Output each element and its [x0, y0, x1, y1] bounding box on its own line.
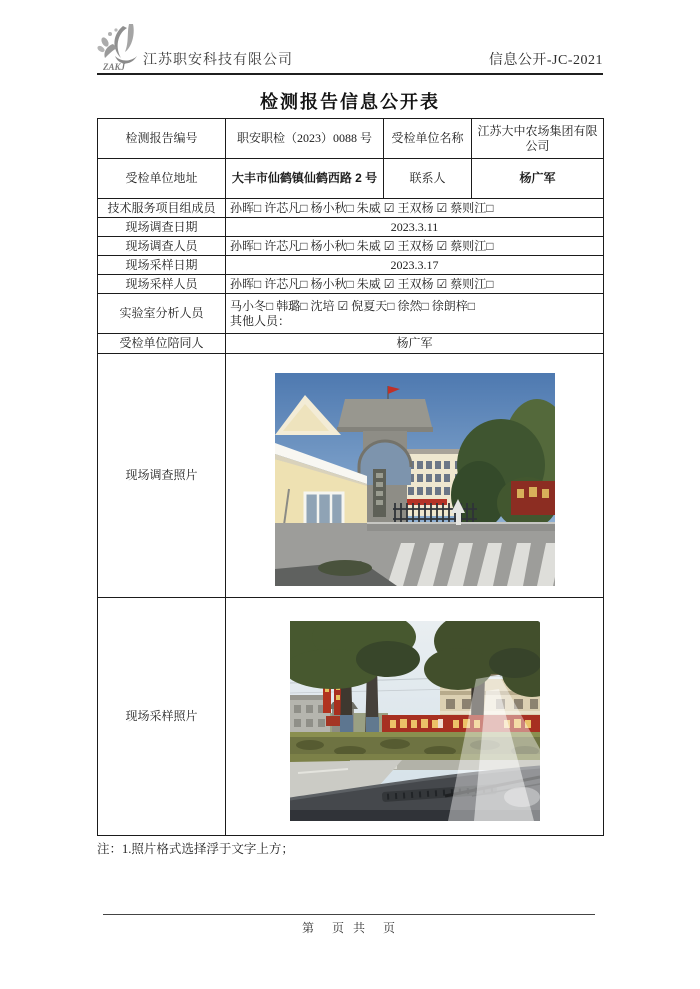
page-title: 检测报告信息公开表: [260, 92, 440, 112]
report-table: [97, 118, 604, 836]
footer-rule: [103, 914, 595, 915]
contact-value: 杨广军: [472, 159, 604, 199]
lab-staff-line1: 马小冬□ 韩璐□ 沈培 ☑ 倪夏天□ 徐然□ 徐朗梓□: [230, 298, 475, 313]
sampling-staff-checkboxes: 孙晖□ 许芯凡□ 杨小秋□ 朱威 ☑ 王双杨 ☑ 蔡则江□: [226, 275, 604, 294]
sampling-photo-cell: [226, 598, 604, 836]
survey-photo-cell: [226, 354, 604, 598]
unit-addr-value: 大丰市仙鹤镇仙鹤西路 2 号: [226, 159, 384, 199]
unit-name-value: 江苏大中农场集团有限公司: [472, 119, 604, 159]
team-checkboxes: 孙晖□ 许芯凡□ 杨小秋□ 朱威 ☑ 王双杨 ☑ 蔡则江□: [226, 199, 604, 218]
unit-addr-label: 受检单位地址: [98, 159, 226, 199]
sampling-photo: [290, 621, 540, 821]
doc-code: 信息公开-JC-2021: [488, 53, 603, 68]
survey-photo-label: 现场调查照片: [98, 354, 226, 598]
lab-staff-label: 实验室分析人员: [98, 294, 226, 334]
sampling-staff-label: 现场采样人员: [98, 275, 226, 294]
company-name: 江苏职安科技有限公司: [143, 51, 293, 67]
escort-label: 受检单位陪同人: [98, 334, 226, 354]
report-no-value: 职安职检（2023）0088 号: [226, 119, 384, 159]
page-footer: 第 页 共 页: [301, 921, 398, 935]
lab-staff-line2: 其他人员：: [230, 313, 291, 328]
sampling-photo-label: 现场采样照片: [98, 598, 226, 836]
survey-date-value: 2023.3.11: [226, 218, 604, 237]
sampling-date-label: 现场采样日期: [98, 256, 226, 275]
team-label: 技术服务项目组成员: [98, 199, 226, 218]
survey-photo: [275, 373, 555, 586]
sampling-date-value: 2023.3.17: [226, 256, 604, 275]
survey-date-label: 现场调查日期: [98, 218, 226, 237]
lab-staff-checkboxes: [226, 294, 604, 334]
unit-name-label: 受检单位名称: [384, 119, 472, 159]
report-no-label: 检测报告编号: [98, 119, 226, 159]
logo-text: ZAKJ: [103, 62, 126, 72]
survey-staff-checkboxes: 孙晖□ 许芯凡□ 杨小秋□ 朱威 ☑ 王双杨 ☑ 蔡则江□: [226, 237, 604, 256]
contact-label: 联系人: [384, 159, 472, 199]
header-rule: [97, 73, 603, 75]
note-text: 注：1.照片格式选择浮于文字上方；: [97, 842, 294, 856]
survey-staff-label: 现场调查人员: [98, 237, 226, 256]
escort-value: 杨广军: [226, 334, 604, 354]
